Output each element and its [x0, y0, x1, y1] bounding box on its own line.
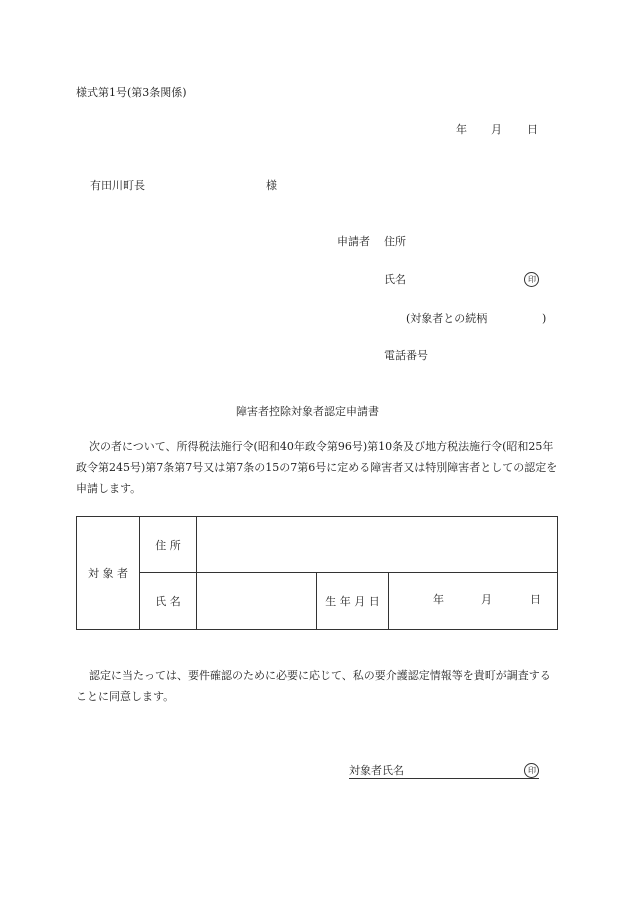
subject-dob-value: [389, 573, 558, 630]
subject-group-label: 対 象 者: [77, 517, 140, 630]
addressee-name: 有田川町長: [90, 179, 145, 192]
subject-name-label: 氏 名: [140, 573, 197, 630]
applicant-name-label: 氏名: [384, 273, 406, 286]
applicant-phone-label: 電話番号: [384, 349, 428, 362]
applicant-address-label: 住所: [384, 235, 406, 248]
date-year: 年: [456, 123, 467, 136]
body-paragraph: 次の者について、所得税法施行令(昭和40年政令第96号)第10条及び地方税法施行令(昭和25年政令第245号)第7条第7号又は第7条の15の7第6号に定める障害者又は特別障害者としての認定を申請します。: [76, 440, 558, 495]
document-title: 障害者控除対象者認定申請書: [236, 405, 379, 418]
signature-label: 対象者氏名: [349, 764, 404, 777]
applicant-seal-icon: 印: [524, 272, 539, 287]
relation-close: ): [542, 312, 547, 325]
subject-address-label: 住 所: [140, 517, 197, 573]
subject-address-value: [197, 517, 558, 573]
date-month: 月: [491, 123, 502, 136]
signature-seal-icon: 印: [524, 763, 539, 778]
applicant-label: 申請者: [337, 235, 370, 248]
subject-table: [76, 516, 558, 630]
dob-day: 日: [530, 593, 541, 606]
consent-paragraph: 認定に当たっては、要件確認のために必要に応じて、私の要介護認定情報等を貴町が調査することに同意します。: [76, 669, 551, 703]
subject-name-value: [197, 573, 317, 630]
date-day: 日: [527, 123, 538, 136]
dob-year: 年: [433, 593, 444, 606]
relation-open: (対象者との続柄: [406, 312, 488, 325]
addressee-honorific: 様: [266, 179, 277, 192]
subject-dob-label: 生 年 月 日: [317, 573, 389, 630]
form-number: 様式第1号(第3条関係): [76, 86, 187, 99]
dob-month: 月: [481, 593, 492, 606]
